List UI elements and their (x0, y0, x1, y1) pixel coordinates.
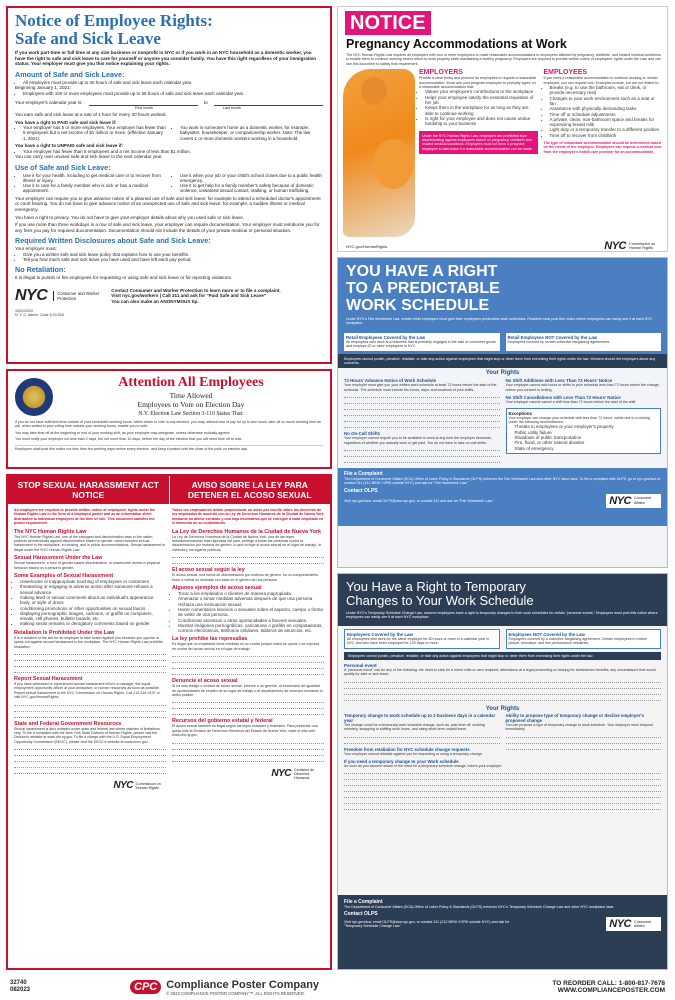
dcwp-name: Consumer and Worker Protection (53, 291, 105, 301)
schedule-rights-heading: Your Rights (485, 370, 520, 377)
use-paragraph-1: Your employer can require you to give advance notice of a planned use of safe and sick leave: for example to attend a scheduled doctor's appointment or court hearing. You do not have to give advance notice of an unexpected use of safe and sick leave: for example, a sudden illness or medical emergency. (15, 195, 321, 212)
last-month-line (214, 98, 323, 106)
cpc-logo: CPC (130, 980, 161, 994)
carry-over: You can carry over unused safe and sick leave to the next calendar year. (15, 153, 163, 159)
right-no-cancel-text: Your employer cannot cancel a shift less than 72 hours before the start of the shift. (505, 400, 637, 405)
employers-bullet-4: • Is right for your employee and does not cause undue hardship to your business (425, 116, 538, 127)
amount-bullet-1: • All employers must provide up to 40 hours of safe and sick leave each calendar year. (23, 80, 323, 85)
right-no-additions-text: Your employer cannot add hours or shifts to your schedule less than 72 hours before the change, unless you consent in writing. (505, 383, 660, 392)
en-intro: All employers are required to provide written notice of employees' rights under the Human Rights Law in the form of a displayed poster and as an information sheet distributed to individual employees at the time of hire. This document satisfies the poster requirement. (14, 508, 156, 526)
right-no-cancel-head: No Shift Cancellations with Less Than 72 Hours' Notice (505, 395, 621, 401)
not-covered-heading: Retail Employees NOT Covered by the Law (507, 334, 598, 340)
en-example-6: • making sexist remarks or derogatory comments based on gender (20, 621, 166, 626)
disclosure-bullet-2: • Tell you how much safe and sick leave you have used and have left each pay period. (23, 257, 323, 262)
en-example-5: • displaying pornographic images, cartoons, or graffiti on computers, emails, cell phones, bulletin boards, etc. (20, 611, 166, 622)
temp-right-4-text: As soon as you become aware of the need for a temporary schedule change, inform your employer. (344, 764, 503, 769)
preg-subtitle: Pregnancy Accommodations at Work (346, 37, 567, 51)
exceptions-box (506, 408, 662, 454)
employers-bullet-1: • Values your employee's contributions to the workplace (425, 89, 538, 94)
en-example-2: • threatening or engaging in adverse action after someone refuses a sexual advance (20, 584, 166, 595)
temp-title-1: You Have a Right to Temporary (346, 579, 526, 594)
vote-sub-2: Employees to Vote on Election Day (137, 400, 245, 409)
es-p4: Es ilegal que un empleador tome medidas en su contra porque usted se opone o se expresa en contra del acoso sexual en el lugar de trabajo. (172, 642, 320, 651)
covered-box (344, 333, 500, 351)
election-day-poster (6, 369, 332, 469)
temp-events-head: Personal event (344, 663, 377, 669)
schedule-contact-head: Contact OLPS (344, 487, 378, 494)
contact-line-1: Contact Consumer and Worker Protection to learn more or to file a complaint. (111, 287, 281, 293)
poster-footer (0, 974, 675, 1000)
reorder-phone: TO REORDER CALL: 1-800-817-7678 (552, 980, 665, 987)
temp-not-covered-box (506, 629, 662, 649)
en-example-3: • making lewd or sexual comments about an individual's appearance, body, or style of dress (20, 595, 166, 606)
exception-3: • Shutdown of public transportation (515, 435, 659, 440)
exceptions-text: Your employer can change your schedule with less than 72 hours' notice due to a closing under the following circumstances: (508, 415, 650, 425)
temp-not-covered-head: Employees NOT Covered by the Law (508, 631, 585, 637)
temp-file-complaint (338, 895, 667, 969)
employees-bullet-6: • Light duty or a temporary transfer to a different position (550, 127, 663, 132)
right-72-hours-head: 72 Hours' Advance Notice of Work Schedule (344, 378, 437, 384)
temp-dark-bar (344, 652, 661, 660)
contact-line-3: You can also make an ANONYMOUS tip. (111, 298, 199, 304)
en-p1: The NYC Human Rights Law, one of the strongest anti-discrimination laws in the nation, protects all individuals against discrimination based on gender, which includes sexual harassment in the workplace, in housing, and in public accommodations. Sexual harassment is illegal under the NYC Human Rights Law. (14, 534, 165, 552)
safe-sick-title-line1: Notice of Employee Rights: (15, 11, 213, 30)
exceptions-head: Exceptions (508, 410, 532, 416)
es-p1: La Ley de Derechos Humanos de la Ciudad de Nueva York, una de las leyes antidiscriminatorias más rigurosas del país, protege a todas las personas contra la discriminación por motivos de género, lo que incluye el acoso sexual en el lugar de trabajo, la vivienda y los lugares públicos. (172, 534, 321, 552)
harassment-es-header (170, 476, 331, 504)
amount-beginning: Beginning January 1, 2021: (15, 85, 71, 91)
temp-dca: Consumer Affairs (634, 920, 652, 929)
pink-box-left-text: Under the NYC Human Rights Law, employers are prohibited from discriminating against employees based on pregnancy, childbirth and related medical conditions. Employers must not force a pregnant employee to take leave if a reasonable accommodation can be made. (422, 133, 533, 151)
temp-contact-text: Visit nyc.gov/dca, email OLPS@dca.nyc.gov, or contact 311 (212-NEW-YORK outside NYC) and ask for "Temporary Schedule Change Law." (344, 920, 510, 929)
en-commission: Commission on Human Rights (136, 781, 161, 790)
en-example-1: • unwelcome or inappropriate touching of employees or customers (20, 579, 166, 584)
temp-events-text: A "personal event" can be any of the following: the need to care for a minor child or care recipient; attendance at a legal proceeding or hearing for subsistence benefits; any circumstance that would qualify for safe or sick leave. (344, 668, 656, 677)
employees-bullet-1: • Breaks (e.g. to use the bathroom, eat or drink, or provide necessary rest) (550, 85, 663, 96)
harassment-es-title: AVISO SOBRE LA LEY PARA DETENER EL ACOSO SEXUAL (187, 480, 312, 500)
es-example-5: • Mostrar imágenes pornográficas, caricaturas o grafitis en computadoras, correos electrónicos, teléfonos celulares, tableros de anuncios, etc. (178, 623, 324, 634)
employers-heading: EMPLOYERS (419, 69, 463, 77)
temp-right-4-head: If you need a temporary change to your Work schedule (344, 759, 459, 765)
exception-4: • Fire, flood, or other natural disaster (515, 440, 659, 445)
ny-state-seal (15, 378, 53, 416)
schedule-title-3: WORK SCHEDULE (346, 297, 490, 314)
temp-file-head: File a Complaint (344, 899, 383, 905)
employees-bullet-5: • A private, clean, non-bathroom space and breaks for expressing breast milk (550, 117, 663, 128)
notice-badge (345, 11, 431, 35)
employees-bullet-3: • Assistance with physically demanding tasks (550, 106, 663, 111)
es-p2: El acoso sexual, una forma de discriminación por motivos de género, es un comportamiento físico o verbal no deseado con base en el género de una persona. (172, 573, 319, 582)
vote-p2: You may take time off at the beginning or end of your working shift, as your employer may designate, unless otherwise mutually agreed. (15, 430, 231, 435)
employees-bullet-7: • Time off to recover from childbirth (550, 133, 663, 138)
exception-2: • Public utility failure (515, 430, 659, 435)
en-h6: State and Federal Government Resources (14, 720, 122, 727)
pink-box-left (419, 131, 538, 155)
en-p6: Sexual harassment is also unlawful under state and federal law where statutes of limitations vary. To file a complaint with the New York State Division of Human Rights, please visit the Division's website at www.dhr.ny.gov. To file a charge with the U.S. Equal Employment Opportunity Commission (EEOC), please visit the EEOC's website at www.eeoc.gov. (14, 726, 160, 744)
vote-foot: Employers shall post this notice not less than ten working days before every election, and keep it posted until the close of the polls on election day. (15, 445, 323, 451)
preg-intro: The NYC Human Rights Law requires all employers with four or more employees to make reasonable accommodations to employees affected by pregnancy, childbirth, and related medical conditions to enable them to continue working and/or return to work properly while maintaining a healthy pregnancy. Employers are required to provide written notice of employees' rights under the Law, and can use this document to satisfy that requirement. (346, 53, 662, 66)
es-p5: Si ha sido testigo o víctima de acoso sexual, informe a un gerente, al funcionario de igualdad de oportunidades de empleo de su lugar de trabajo o al departamento de recursos humanos lo antes posible. (172, 684, 323, 698)
en-p2: Sexual harassment, a form of gender-based discrimination, is unwelcome verbal or physical behavior based on a person's gender. (14, 561, 160, 570)
schedule-contact-text: Visit nyc.gov/dca, email OLPS@dca.nyc.gov, or contact 311 and ask for "Fair Workweek Law." (344, 498, 494, 503)
preg-commission: Commission on Human Rights (629, 241, 656, 251)
first-month-line (89, 98, 198, 106)
use-paragraph-2: You have a right to privacy. You do not have to give your employer details about why you used safe or sick leave. (15, 214, 245, 220)
paid-bullet-2: • You work in someone's home as a domestic worker, for example, babysitter, housekeeper, or companionship worker. Note: The law covers 1 or more domestic workers working in a household. (180, 125, 323, 141)
not-covered-box (506, 333, 662, 351)
preg-footer-url: NYC.gov/HumanRights (346, 243, 388, 249)
disclosure-bullet-1: • Give you a written safe and sick leave policy that explains how to use your benefits. (23, 252, 323, 257)
use-bullet-2: • Use it to care for a family member who is sick or has a medical appointment. (23, 183, 166, 194)
en-nyc-logo: NYC (113, 780, 133, 792)
employers-bullet-3: • Keeps them in the workplace for as long as they are able to continue working (425, 105, 538, 116)
en-p5: If you have witnessed or experienced sexual harassment inform a manager, the equal employment opportunity officer at your workplace, or human resources as soon as possible. Report sexual harassment to the NYC Commission on Human Rights. Call 212-416-0197 or visit NYC.gov/HumanRights. (14, 681, 160, 700)
vote-p3: You must notify your employer not less than 2 days, but not more than 10 days, before the day of the election that you will need time off to vote. (15, 437, 243, 442)
use-bullet-4: • Use it to get help for a family member's safety because of domestic violence, unwanted sexual contact, stalking, or human trafficking. (180, 183, 323, 194)
retaliation-heading: No Retaliation: (15, 265, 66, 275)
schedule-dark-bar (338, 354, 667, 369)
right-on-call-head: No On-Call Shifts (344, 431, 381, 437)
not-covered-text: Employees covered by certain collective bargaining agreements. (507, 339, 611, 344)
en-p4: It is a violation of the law for an employer to take action against you because you oppose or speak out against sexual harassment in the workplace. The NYC Human Rights Law prohibits retaliation. (14, 635, 163, 649)
temp-file-text: The Department of Consumer Affairs (DCA) Office of Labor Policy & Standards (OLPS) enforces NYC's Temporary Schedule Change Law and other NYC workplace laws. (344, 905, 615, 909)
en-h1: The NYC Human Rights Law (14, 528, 87, 535)
employees-text: If you need a reasonable accommodation to continue working or remain employed, you can request one. Examples include, but are not limited to: (543, 76, 660, 85)
es-h3: Algunos ejemplos de acoso sexual (172, 585, 262, 592)
es-nyc-logo: NYC (271, 768, 291, 780)
es-example-2: • Amenazar o tomar medidas adversas después de que una persona rechaza una insinuación sexual. (178, 596, 324, 607)
unpaid-bullet-1: • Your employer has fewer than 5 employees and a net income of less than $1 million. (23, 149, 323, 154)
employees-bullet-2: • Changes to your work environment such as a seat or fan (550, 96, 663, 107)
temp-right-2-head: Ability to propose type of temporary change or decline employer's proposed change (505, 712, 644, 723)
temp-not-covered-text: Employees covered by a collective bargaining agreement. Certain employees in motion picture, television, and live performance industries. (508, 636, 648, 646)
es-h6: Recursos del gobierno estatal y federal (172, 718, 273, 725)
employees-bullet-4: • Time off or schedule adjustments (550, 112, 663, 117)
es-example-4: • Condicionar ascensos u otras oportunidades a favores sexuales. (178, 618, 324, 623)
use-heading: Use of Safe and Sick Leave: (15, 162, 111, 172)
temporary-schedule-poster (337, 573, 668, 970)
unpaid-heading: You have a right to UNPAID safe and sick leave if: (15, 143, 124, 149)
vote-p1: If you do not have sufficient time outside of your scheduled working hours, within which to vote in any election, you may, without loss of pay for up to two hours, take off so much working time as will, when added to your voting time outside your working hours, enable you to vote. (15, 420, 321, 429)
vote-law: N.Y. Election Law Section 3-110 States That: (138, 411, 244, 417)
paid-heading: You have a right to PAID safe and sick leave if: (15, 119, 117, 125)
temp-contact-head: Contact OLPS (344, 911, 378, 918)
temp-covered-box (344, 629, 500, 649)
calendar-year-label: Your employer's calendar year is: (15, 100, 83, 106)
es-h4: La ley prohíbe las represalias (172, 636, 248, 643)
employers-text: Provide a clear policy and protocol for employees to request a reasonable accommodation. Work with your pregnant employee to promptly agree on a reasonable accommodation that: (419, 76, 537, 90)
en-h4: Retaliation Is Prohibited Under the Law (14, 629, 115, 636)
temp-right-1-head: Temporary change to work schedule up to 2 business days in a calendar year (344, 712, 496, 723)
schedule-dca: Consumer Affairs (634, 496, 652, 505)
right-on-call-text: Your employer cannot require you to be available to work at any time the employer demands, regardless of whether you actually work or get paid. You do not have to take on-call shifts. (344, 436, 492, 445)
employees-heading: EMPLOYEES (543, 69, 588, 77)
contact-line-2: Visit nyc.gov/workers | Call 311 and ask for "Paid Safe and Sick Leave" (111, 293, 266, 299)
product-code: 32740 (10, 980, 27, 986)
right-no-additions-head: No Shift Additions with Less Than 72 Hours' Notice (505, 378, 613, 384)
amount-heading: Amount of Safe and Sick Leave: (15, 69, 125, 79)
use-paragraph-3: If you use more than three workdays in a row of safe and sick leave, your employer can require documentation. Your employer must reimburse you for any fees you pay for required documentation. Documentation should not include the details of your private medical or personal situation. (15, 222, 320, 233)
copyright: © 2023 COMPLIANCE POSTER COMPANY™. ALL RIGHTS RESERVED. (166, 990, 305, 996)
use-bullet-1: • Use it for your health, including to get medical care or to recover from illness or injury. (23, 173, 166, 184)
es-h1: La Ley de Derechos Humanos de la Ciudad de Nueva York (172, 528, 321, 535)
temp-title-2: Changes to Your Work Schedule (346, 593, 534, 608)
schedule-header (338, 258, 667, 330)
first-month-caption: First month (135, 105, 153, 110)
schedule-title-2: TO A PREDICTABLE (346, 280, 500, 297)
schedule-intro: Under NYC's Fair Workweek Law, certain retail employers must give their employees predictable work schedules. Retailers must post this notice where employees can easily see it at each NYC workplace. (346, 317, 653, 326)
covered-heading: Retail Employees Covered by the Law (346, 334, 426, 340)
temp-rights-heading: Your Rights (485, 705, 520, 712)
disclosures-heading: Required Written Disclosures about Safe and Sick Leave: (15, 236, 211, 246)
safe-sick-intro: If you work part-time or full time at any size business or nonprofit in NYC or if you work in an NYC household as a domestic worker, you have the right to safe and sick leave to care for yourself or anyone you consider family. You have this right regardless of your immigration status. Your employer must give you this notice explaining your rights. (15, 50, 317, 67)
en-h2: Sexual Harassment Under the Law (14, 555, 103, 562)
retaliation-text: It is illegal to punish or fire employees for requesting or using safe and sick leave or for reporting violations. (15, 275, 233, 281)
schedule-title-1: YOU HAVE A RIGHT (346, 263, 498, 280)
schedule-file-head: File a Complaint (344, 471, 383, 478)
pregnant-woman-illustration (343, 69, 415, 237)
es-h5: Denuncie el acoso sexual (172, 678, 238, 685)
use-bullet-3: • Use it when your job or your child's school closes due to a public health emergency. (180, 173, 323, 184)
temp-covered-head: Employees Covered by the Law (347, 631, 413, 637)
safe-sick-leave-poster: Notice of Employee Rights: Safe and Sick Leave If you work part-time or full time at any size business or nonprofit in NYC or if you work in an NYC household as a domestic worker, you have the right to safe and sick leave to care for yourself or anyone you consider family. You have this right regardless of your immigration status. Your employer must give you this notice explaining your rights. Amount of Safe and Sick Leave: • All employers must provide up to 40 hours of safe and sick leave each calendar year. Beginning January 1, 2021: • Employers with 100 or more employees must provide up to 56 hours of safe and sick leave each calendar year. Your employer's calendar year is: to First month Last month You earn safe and sick leave at a rate of 1 hour for every 30 hours worked. You have a right to PAID safe and sick leave if: • Your employer has 5 or more employees. Your employer has fewer than 5 employees but a net income of $1 million or more. (effective January 1, 2021) • You work in someone's home as a domestic worker, for example, babysitter, housekeeper, or companionship worker. Note: The law covers 1 or more domestic workers working in a household. You have a right to UNPAID safe and sick leave if: • Your employer has fewer than 5 employees and a net income of less than $1 million. You can carry over unused safe and sick leave to the next calendar year. Use of Safe and Sick Leave: • Use it for your health, including to get medical care or to recover from illness or injury. • Use it to care for a family member who is sick or has a medical appointment. • Use it when your job or your child's school closes due to a public health emergency. • Use it to get help for a family member's safety because of domestic violence, unwanted sexual contact, stalking, or human trafficking. Your employer can require you to give advance notice of a planned use of safe and sick leave: for example to attend a scheduled doctor's appointment or court hearing. You do not have to give advance notice of an unexpected use of safe and sick leave: for example, a sudden illness or medical emergency. You have a right to privacy. You do not have to give your employer details about why you used safe or sick leave. If you use more than three workdays in a row of safe and sick leave, your employer can require documentation. Your employer must reimburse you for any fees you pay for required documentation. Documentation should not include the details of your private medical or personal situation. Required Written Disclosures about Safe and Sick Leave: Your employer must: • Give you a written safe and sick leave policy that explains how to use your benefits. • Tell you how much safe and sick leave you have used and have left each pay period. No Retaliation: It is illegal to punish or fire employees for requesting or using safe and sick leave or for reporting violations. NYC Consumer and Worker Protection Contact Consumer and Worker Protection to learn more or to file a complaint. Visit nyc.gov/workers | Call 311 and ask for "Paid Safe and Sick Leave" You can also make an ANONYMOUS tip. 10/21/2020 N. Y. C. Admin. Code § 20-918 (6, 6, 332, 364)
last-month-caption: Last month (222, 105, 241, 110)
es-example-3: • Hacer comentarios lascivos o sexuales sobre el aspecto, cuerpo o forma de vestir de una persona. (178, 607, 324, 618)
es-p6: El acoso sexual también es ilegal según las leyes estatales y federales. Para presentar una queja ante la División de Derechos Humanos del Estado de Nueva York, visite el sitio web www.dhr.ny.gov. (172, 724, 318, 738)
pink-box-right-text: The type of reasonable accommodation should be determined based on the needs of the employee. Employers can request a medical note from the employee's health care provider for an accommodation. (543, 141, 662, 154)
harassment-en-header (8, 476, 169, 504)
temp-right-3-head: Freedom from retaliation for NYC schedule change requests (344, 746, 470, 752)
temp-header (338, 574, 667, 626)
en-h5: Report Sexual Harassment (14, 675, 83, 682)
temp-intro: Under NYC's Temporary Schedule Change Law, covered employees have a right to temporary changes to their work schedules for certain "personal events." Employers must post this notice where employees can easily see it at each NYC workplace. (346, 611, 658, 620)
preg-nyc-logo: NYC (604, 240, 626, 252)
predictable-schedule-poster (337, 257, 668, 568)
temp-right-2-text: You can propose a type of temporary change to work schedule. Your employer must respond immediately. (505, 722, 653, 732)
preg-title: NOTICE (350, 12, 426, 34)
temp-right-3-text: Your employer cannot retaliate against you for requesting or using a temporary change. (344, 751, 483, 756)
schedule-file-complaint (338, 468, 667, 526)
earn-rate: You earn safe and sick leave at a rate of 1 hour for every 30 hours worked. (15, 111, 167, 117)
es-intro: Todos los empleadores deben proporcionar un aviso por escrito sobre los derechos de los empleados de acuerdo con la Ley de Derechos Humanos de la Ciudad de Nueva York mediante un afiche exhibido y una hoja informativa que se entregue a cada empleado en el momento de su contratación. (172, 508, 324, 526)
en-example-4: • conditioning promotions or other opportunities on sexual favors (20, 606, 166, 611)
vote-sub-1: Time Allowed (169, 391, 213, 400)
safe-sick-title-line2: Safe and Sick Leave (15, 29, 161, 48)
company-name: Compliance Poster Company (166, 978, 320, 991)
paid-bullet-1: • Your employer has 5 or more employees. Your employer has fewer than 5 employees but a net income of $1 million or more. (effective January 1, 2021) (23, 125, 166, 141)
admin-code: N. Y. C. Admin. Code § 20-918 (15, 313, 64, 318)
website-link[interactable]: WWW.COMPLIANCEPOSTER.COM (557, 987, 665, 994)
pregnancy-poster (337, 6, 668, 252)
es-h2: El acoso sexual según la ley (172, 567, 245, 574)
harassment-en-title: STOP SEXUAL HARASSMENT ACT NOTICE (17, 480, 159, 500)
schedule-dark-bar-text: Employers cannot punish, penalize, retaliate, or take any action against employees that might stop or deter them from exercising their rights under the law. Workers should tell employers about any concerns. (344, 356, 656, 366)
exception-1: • Threats to employees or your employer's property (515, 424, 659, 429)
temp-covered-text: All employees who work for the same employer for 80 hours or more in a calendar year in NYC and who have been employed for 120 days or more. (347, 636, 490, 646)
employers-bullet-2: • Helps your employee satisfy the essential requisites of her job (425, 95, 538, 106)
right-72-hours-text: Your employer must give you your written work schedule at least 72 hours before the start of the schedule. The schedule must include the hours, days, and locations of your shifts. (344, 383, 497, 392)
nyc-logo: NYC (15, 287, 48, 305)
temp-nyc-logo: NYC (609, 918, 631, 931)
exception-5: • State of emergency (515, 446, 659, 451)
temp-right-1-text: The change could be a temporary work schedule change, such as: paid time off, working remotely, swapping or shifting work hours, and using short-term unpaid leave. (344, 722, 485, 732)
product-date-code: 082023 (10, 987, 31, 993)
vote-title: Attention All Employees (118, 375, 264, 390)
harassment-poster (6, 474, 332, 970)
poster-date: 10/21/2020 (15, 309, 33, 314)
amount-bullet-2: • Employers with 100 or more employees must provide up to 56 hours of safe and sick leave each calendar year. (23, 91, 323, 96)
en-h3: Some Examples of Sexual Harassment (14, 573, 114, 580)
disclosures-lead: Your employer must: (15, 246, 57, 252)
es-commission: Comisión de Derechos Humanos (294, 767, 314, 781)
temp-dark-bar-text: Employers cannot punish, penalize, retaliate, or take any action against employees that might stop or deter them from exercising their rights under the law. (348, 653, 594, 658)
covered-text: All employees who work at a business that is primarily engaged in the sale of consumer goods and employs 20 or more employees in NYC. (346, 339, 496, 349)
es-example-1: • Tocar a los empleados o clientes de manera inapropiada. (178, 591, 324, 596)
schedule-file-text: The Department of Consumer Affairs (DCA) Office of Labor Policy & Standards (OLPS) enforces the Fair Workweek Law and other NYC labor laws. To file a complaint with OLPS, go to nyc.gov/dca or contact 311 (212-NEW-YORK outside NYC) and ask for "Fair Workweek Law." (344, 477, 661, 486)
schedule-nyc-logo: NYC (609, 494, 631, 507)
